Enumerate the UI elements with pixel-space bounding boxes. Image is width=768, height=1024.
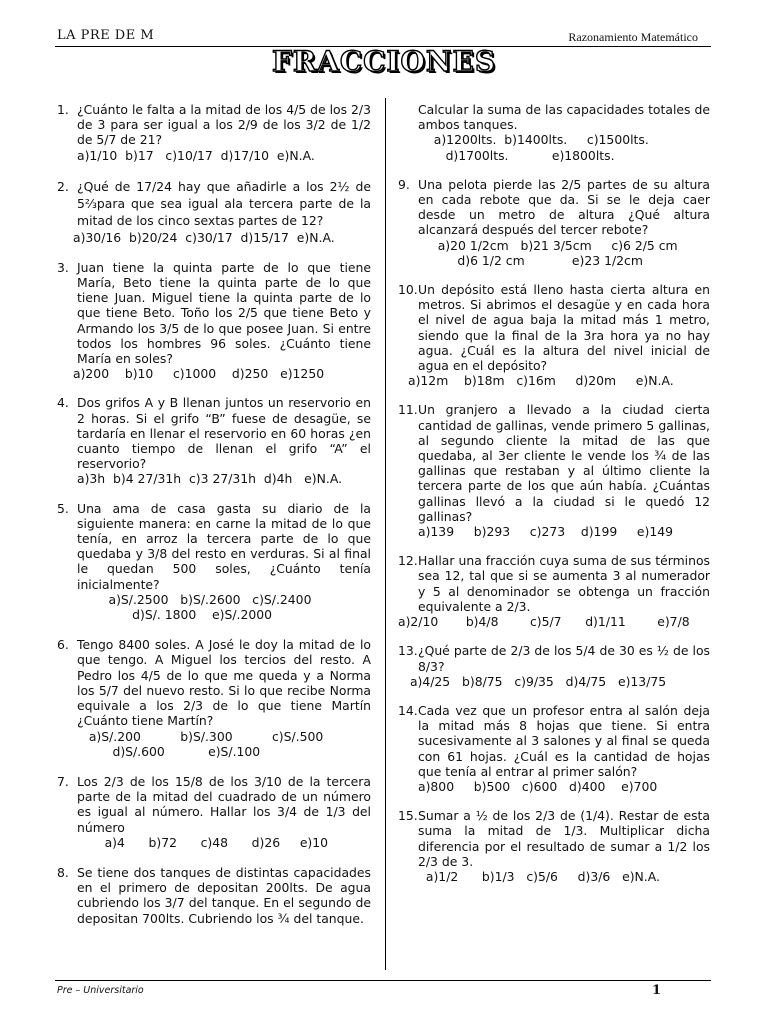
question-1 bbox=[57, 102, 371, 163]
question-5 bbox=[57, 501, 371, 623]
question-options: d)1700lts. e)1800lts. bbox=[418, 147, 615, 163]
question-options: d)S/. 1800 e)S/.2000 bbox=[77, 607, 273, 623]
column-divider bbox=[385, 98, 386, 970]
page-number: 1 bbox=[652, 983, 662, 998]
question-options: a)139 b)293 c)273 d)199 e)149 bbox=[418, 524, 674, 540]
question-13 bbox=[398, 643, 710, 689]
question-6 bbox=[57, 637, 371, 759]
left-column bbox=[57, 98, 371, 941]
question-stem: Hallar una fracción cuya suma de sus términos sea 12, tal que si se aumenta 3 al numerador y 5 al denominador se obtenga un fracción equivalente a 2/3. bbox=[418, 553, 710, 614]
question-12 bbox=[398, 553, 710, 629]
question-number: 12. bbox=[398, 553, 418, 569]
question-3 bbox=[57, 260, 371, 382]
question-options: d)S/.600 e)S/.100 bbox=[77, 743, 261, 759]
question-14 bbox=[398, 703, 710, 794]
question-options: a)20 1/2cm b)21 3/5cm c)6 2/5 cm bbox=[418, 237, 678, 253]
question-4 bbox=[57, 395, 371, 486]
question-options: a)2/10 b)4/8 c)5/7 d)1/11 e)7/8 bbox=[398, 614, 690, 630]
question-stem: Tengo 8400 soles. A José le doy la mitad de lo que tengo. A Miguel los tercios del resto. A Pedro los 4/5 de lo que me queda y a Norma los 5/7 del nuevo resto. Si lo que recibe Norma equivale a los 2/3 de lo que tiene Martín ¿Cuánto tiene Martín? bbox=[77, 637, 371, 729]
question-options: a)S/.200 b)S/.300 c)S/.500 bbox=[77, 728, 324, 744]
footer-rule bbox=[55, 980, 711, 981]
question-number: 7. bbox=[57, 773, 69, 789]
question-2 bbox=[57, 178, 371, 246]
question-stem: Un granjero a llevado a la ciudad cierta cantidad de gallinas, vende primero 5 gallinas, al segundo cliente la mitad de las que quedaba, al 3er cliente le vende los ¾ de las gallinas que restaban y al último cliente la tercera parte de los que aún había. ¿Cuántas gallinas llevó a la ciudad si le quedó 12 gallinas? bbox=[418, 402, 710, 524]
question-number: 3. bbox=[57, 259, 69, 275]
question-number: 6. bbox=[57, 637, 69, 653]
header-left: LA PRE DE M bbox=[57, 28, 155, 43]
question-options: a)800 b)500 c)600 d)400 e)700 bbox=[418, 778, 658, 794]
question-number: 10. bbox=[398, 282, 418, 298]
question-7 bbox=[57, 774, 371, 850]
question-stem: Se tiene dos tanques de distintas capacidades en el primero de depositan 200lts. De agua cubriendo los 3/7 del tanque. En el segundo de depositan 700lts. Cubriendo los ¾ del tanque. bbox=[77, 864, 371, 926]
question-stem: Dos grifos A y B llenan juntos un reservorio en 2 horas. Si el grifo “B” fuese de desagüe, se tardaría en llenar el reservorio en 60 horas ¿en cuanto tiempo de llenan el grifo “A” el reservorio? bbox=[77, 395, 371, 472]
question-options: a)12m b)18m c)16m d)20m e)N.A. bbox=[408, 373, 674, 389]
right-column bbox=[398, 98, 710, 884]
header-right: Razonamiento Matemático bbox=[568, 30, 698, 44]
question-number: 11. bbox=[398, 402, 418, 418]
question-15 bbox=[398, 808, 710, 884]
question-stem: Una ama de casa gasta su diario de la siguiente manera: en carne la mitad de lo que tenía, en arroz la tercera parte de lo que quedaba y 3/8 del resto en verduras. Si al final le quedan 500 soles, ¿Cuánto tenía inicialmente? bbox=[77, 500, 371, 592]
question-stem: Juan tiene la quinta parte de lo que tiene María, Beto tiene la quinta parte de lo que tiene Juan. Miguel tiene la quinta parte de lo que tiene Beto. Toño los 2/5 que tiene Beto y Armando los 3/5 de lo que posee Juan. Si entre todos los hombres 96 soles. ¿Cuánto tiene María en soles? bbox=[77, 259, 371, 367]
question-options: a)200 b)10 c)1000 d)250 e)1250 bbox=[73, 366, 325, 382]
question-stem: Cada vez que un profesor entra al salón deja la mitad más 8 hojas que tiene. Si entra sucesivamente al 3 salones y al final se queda con 61 hojas. ¿Cuál es la cantidad de hojas que tenía al entrar al primer salón? bbox=[418, 702, 710, 779]
question-stem: Un depósito está lleno hasta cierta altura en metros. Si abrimos el desagüe y en cada hora el nivel de agua baja la mitad más 1 metro, siendo que la final de la 3ra hora ya no hay agua. ¿Cuál es la altura del nivel inicial de agua en el depósito? bbox=[418, 282, 710, 374]
question-11 bbox=[398, 402, 710, 539]
question-10 bbox=[398, 282, 710, 388]
question-stem: Sumar a ½ de los 2/3 de (1/4). Restar de esta suma la mitad de 1/3. Multiplicar dicha diferencia por el resultado de sumar a 1/2 los 2/3 de 3. bbox=[418, 808, 710, 869]
question-number: 2. bbox=[57, 178, 69, 194]
question-stem: Los 2/3 de los 15/8 de los 3/10 de la tercera parte de la mitad del cuadrado de un número es igual al número. Hallar los 3/4 de 1/3 del número bbox=[77, 773, 371, 835]
question-options: a)4 b)72 c)48 d)26 e)10 bbox=[77, 834, 329, 850]
question-stem: ¿Qué de 17/24 hay que añadirle a los 2½ de 5⅔para que sea igual ala tercera parte de la mitad de los cinco sextas partes de 12? bbox=[77, 178, 371, 228]
question-stem: Una pelota pierde las 2/5 partes de su altura en cada rebote que da. Si se le deja caer desde un metro de altura ¿Qué altura alcanzará después del tercer rebote? bbox=[418, 176, 710, 238]
question-9 bbox=[398, 177, 710, 268]
question-options: a)4/25 b)8/75 c)9/35 d)4/75 e)13/75 bbox=[406, 673, 667, 689]
question-stem: ¿Qué parte de 2/3 de los 5/4 de 30 es ½ de los 8/3? bbox=[418, 643, 710, 674]
question-options: a)S/.2500 b)S/.2600 c)S/.2400 bbox=[77, 591, 312, 607]
question-options: a)30/16 b)20/24 c)30/17 d)15/17 e)N.A. bbox=[73, 229, 335, 245]
question-8-continued bbox=[398, 102, 710, 163]
question-number: 8. bbox=[57, 864, 69, 880]
question-number: 1. bbox=[57, 102, 69, 117]
question-number: 13. bbox=[398, 643, 418, 659]
question-number: 5. bbox=[57, 500, 69, 516]
question-8 bbox=[57, 865, 371, 941]
question-number: 9. bbox=[398, 176, 410, 192]
question-options: d)6 1/2 cm e)23 1/2cm bbox=[418, 252, 643, 268]
question-number: 14. bbox=[398, 702, 418, 718]
question-stem: ¿Cuánto le falta a la mitad de los 4/5 de los 2/3 de 3 para ser igual a los 2/9 de los 3/2 de 1/2 de 5/7 de 21? bbox=[77, 102, 371, 148]
question-number: 4. bbox=[57, 395, 69, 411]
question-stem-continued: Calcular la suma de las capacidades totales de ambos tanques. bbox=[418, 102, 710, 133]
question-number: 15. bbox=[398, 808, 418, 824]
question-options: a)1/2 b)1/3 c)5/6 d)3/6 e)N.A. bbox=[418, 868, 660, 884]
page-title: FRACCIONES bbox=[271, 45, 497, 78]
question-options: a)3h b)4 27/31h c)3 27/31h d)4h e)N.A. bbox=[77, 471, 343, 487]
question-options: a)1/10 b)17 c)10/17 d)17/10 e)N.A. bbox=[77, 147, 315, 163]
question-options: a)1200lts. b)1400lts. c)1500lts. bbox=[418, 132, 649, 148]
footer-left: Pre – Universitario bbox=[57, 985, 144, 996]
